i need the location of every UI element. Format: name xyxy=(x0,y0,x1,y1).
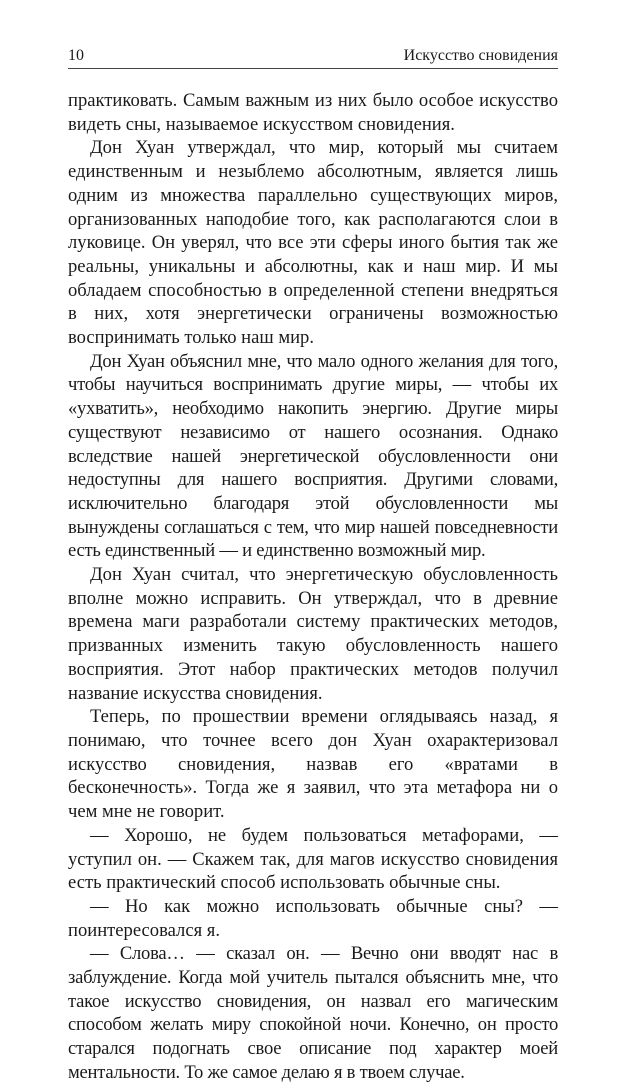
paragraph: Теперь, по прошествии времени оглядываясь назад, я понимаю, что точнее всего дон Хуан охарактеризовал искусство сновидения, назвав его «вратами в бесконечность». Тогда же я заявил, что эта метафора ни о чем мне не говорит. xyxy=(68,706,558,823)
paragraph: Дон Хуан считал, что энергетическую обусловленность вполне можно исправить. Он утверждал, что в древние времена маги разработали систему практических методов, призванных изменить такую обусловленность нашего восприятия. Этот набор практических методов получил название искусства сновидения. xyxy=(68,564,558,704)
paragraph: Дон Хуан утверждал, что мир, который мы считаем единственным и незыблемо абсолютным, является лишь одним из множества параллельно существующих миров, организованных наподобие того, как располагаются слои в луковице. Он уверял, что все эти сферы иного бытия так же реальны, уникальны и абсолютны, как и наш мир. И мы обладаем способностью в определенной степени внедряться в них, хотя энергетически ограничены возможностью воспринимать только наш мир. xyxy=(68,137,558,349)
page-number: 10 xyxy=(68,47,84,64)
header-divider xyxy=(68,68,558,69)
running-head xyxy=(68,44,558,68)
body-text xyxy=(68,89,558,1085)
paragraph: — Хорошо, не будем пользоваться метафорами, — уступил он. — Скажем так, для магов искусство сновидения есть практический способ использовать обычные сны. xyxy=(68,824,558,894)
book-title: Искусство сновидения xyxy=(403,47,558,64)
paragraph: Дон Хуан объяснил мне, что мало одного желания для того, чтобы научиться воспринимать другие миры, — чтобы их «ухватить», необходимо накопить энергию. Другие миры существуют независимо от нашего осознания. Однако вследствие нашей энергетической обусловленности они недоступны для нашего восприятия. Другими словами, исключительно благодаря этой обусловленности мы вынуждены соглашаться с тем, что мир нашей повседневности есть единственный — и единственно возможный мир. xyxy=(68,350,558,562)
paragraph: — Слова… — сказал он. — Вечно они вводят нас в заблуждение. Когда мой учитель пытался объяснить мне, что такое искусство сновидения, он назвал его магическим способом желать миру спокойной ночи. Конечно, он просто старался подогнать свое описание под характер моей ментальности. То же самое делаю я в твоем случае. xyxy=(68,943,558,1083)
paragraph: практиковать. Самым важным из них было особое искусство видеть сны, называемое искусством сновидения. xyxy=(68,90,558,135)
paragraph: — Но как можно использовать обычные сны? — поинтересовался я. xyxy=(68,895,558,941)
